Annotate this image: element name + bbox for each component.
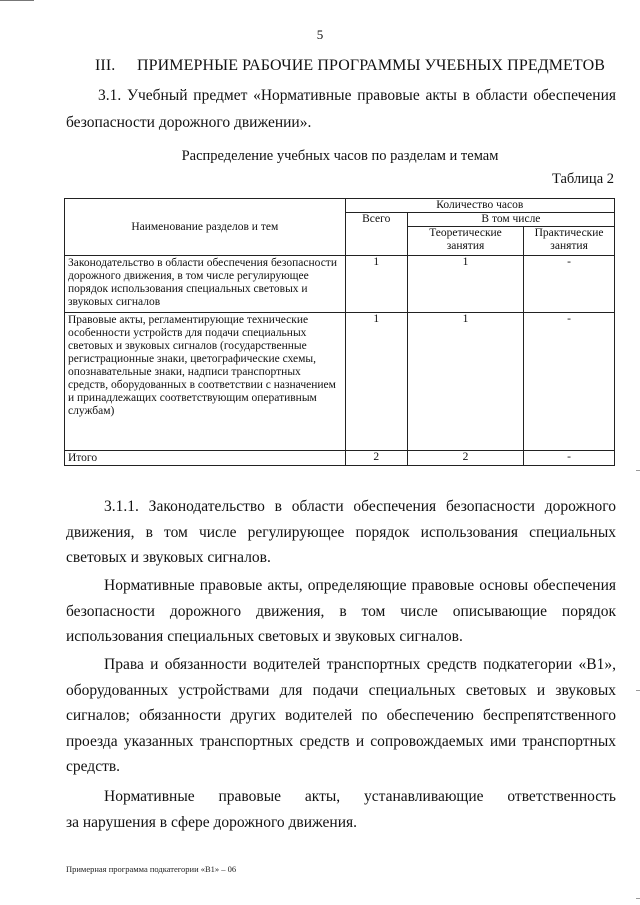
row-name: Законодательство в области обеспечения безопасности дорожного движения, в том числе регулирующее порядок использования специальных световых и звуковых сигналов bbox=[65, 256, 346, 313]
header-theory: Теоретические занятия bbox=[407, 227, 523, 256]
total-row-name: Итого bbox=[65, 451, 346, 466]
page-number: 5 bbox=[316, 27, 324, 42]
table-row bbox=[65, 313, 615, 451]
distribution-title: Распределение учебных часов по разделам и темам bbox=[181, 148, 499, 164]
hours-table bbox=[64, 198, 615, 466]
paragraph-rest: оборудованных устройствами для подачи специальных световых и звуковых сигналов; обязанности других водителей по обеспечению беспрепятственного проезда указанных транспортных средств и сопровождаемых ими транспортных средств. bbox=[66, 681, 616, 775]
subject-title-line2: безопасности дорожного движении». bbox=[66, 114, 312, 131]
header-name: Наименование разделов и тем bbox=[65, 199, 346, 256]
table-label: Таблица 2 bbox=[551, 171, 614, 187]
table-total-row bbox=[65, 451, 615, 466]
paragraph-rest: за нарушения в сфере дорожного движения. bbox=[66, 813, 358, 831]
scan-edge-mark bbox=[636, 470, 640, 471]
subject-title-line1: 3.1. Учебный предмет «Нормативные правовые акты в области обеспечения bbox=[98, 87, 616, 104]
total-row-total: 2 bbox=[345, 451, 407, 466]
row-name: Правовые акты, регламентирующие технические особенности устройств для подачи специальных световых и звуковых сигналов (государственные регистрационные знаки, цветографические схемы, опознавательные знаки, надписи транспортных средств, оборудованных в соответствии с назначением и принадлежащих соответствующим оперативным службам) bbox=[65, 313, 346, 451]
paragraph-rest: движения, в том числе регулирующее порядок использования специальных световых и звуковых сигналов. bbox=[66, 523, 616, 566]
header-total: Всего bbox=[345, 213, 407, 256]
row-total: 1 bbox=[345, 256, 407, 313]
row-total: 1 bbox=[345, 313, 407, 451]
paragraph-first-line: Права и обязанности водителей транспортных средств подкатегории «В1», bbox=[104, 656, 616, 673]
paragraph-rest: безопасности дорожного движения, в том числе описывающие порядок использования специальных световых и звуковых сигналов. bbox=[66, 602, 616, 645]
row-theory: 1 bbox=[407, 256, 523, 313]
paragraph-first-line: 3.1.1. Законодательство в области обеспечения безопасности дорожного bbox=[104, 498, 616, 515]
header-including: В том числе bbox=[407, 213, 614, 227]
paragraph-first-line: Нормативные правовые акты, устанавливающие ответственность bbox=[104, 788, 616, 805]
total-row-theory: 2 bbox=[407, 451, 523, 466]
header-hours: Количество часов bbox=[345, 199, 614, 213]
scan-edge-line bbox=[0, 0, 34, 1]
section-title: ПРИМЕРНЫЕ РАБОЧИЕ ПРОГРАММЫ УЧЕБНЫХ ПРЕДМЕТОВ bbox=[137, 57, 605, 74]
table-header-row bbox=[65, 199, 615, 213]
paragraph bbox=[66, 573, 616, 650]
row-practice: - bbox=[524, 256, 615, 313]
section-number: III. bbox=[95, 57, 116, 74]
row-theory: 1 bbox=[407, 313, 523, 451]
paragraph-first-line: Нормативные правовые акты, определяющие правовые основы обеспечения bbox=[104, 577, 616, 594]
paragraph bbox=[66, 784, 616, 835]
row-practice: - bbox=[524, 313, 615, 451]
paragraph bbox=[66, 652, 616, 780]
scan-edge-mark bbox=[636, 898, 640, 899]
header-practice: Практические занятия bbox=[524, 227, 615, 256]
scan-edge-mark bbox=[636, 690, 640, 691]
paragraph bbox=[66, 494, 616, 571]
section-heading bbox=[95, 57, 605, 75]
total-row-practice: - bbox=[524, 451, 615, 466]
page-footer: Примерная программа подкатегории «В1» – 06 bbox=[66, 864, 237, 874]
table-row bbox=[65, 256, 615, 313]
